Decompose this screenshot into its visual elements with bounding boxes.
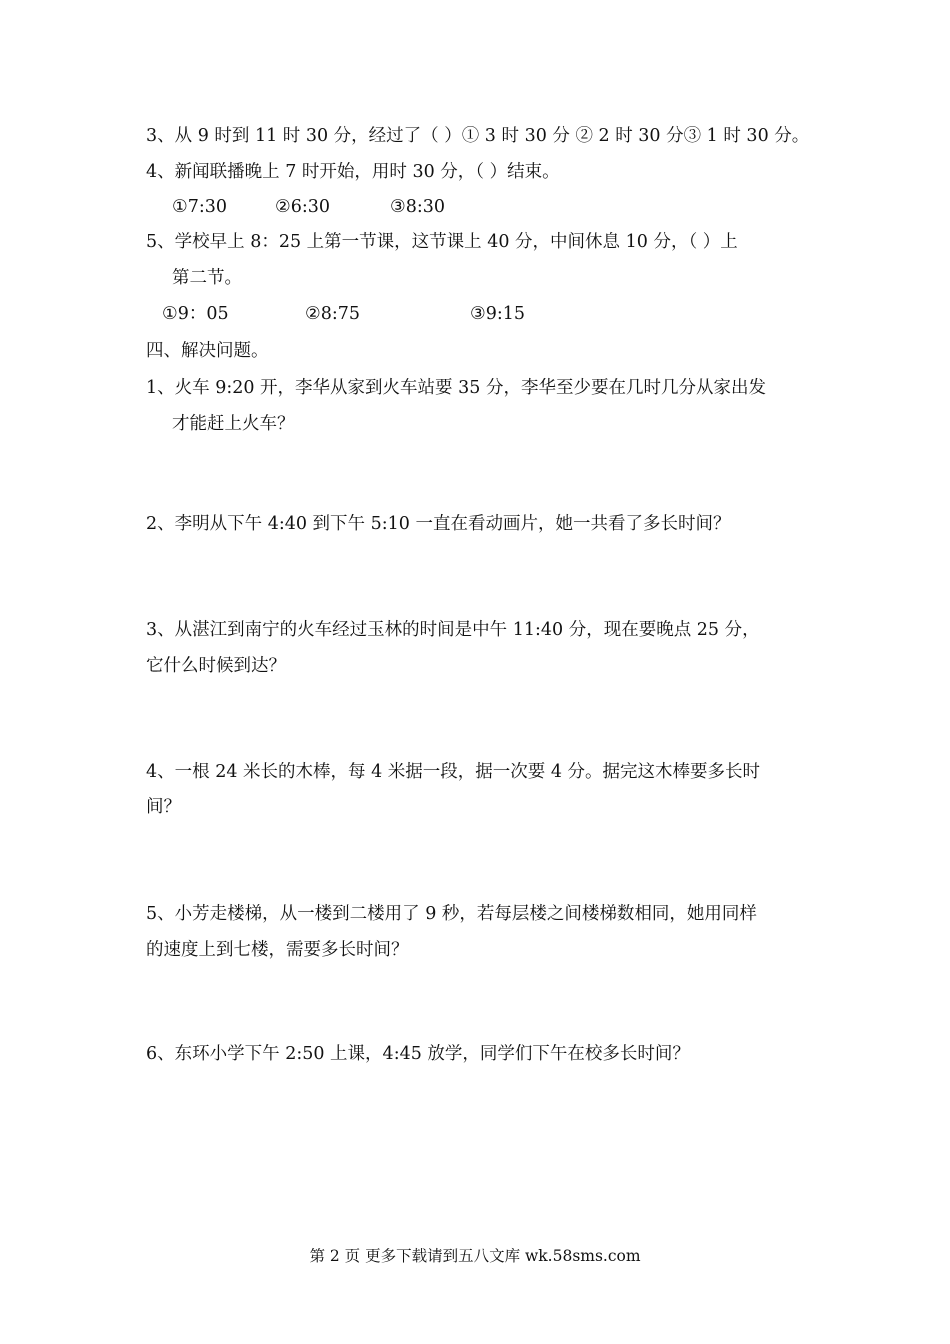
problem-3: 3、从湛江到南宁的火车经过玉林的时间是中午 11:40 分，现在要晚点 25 分， bbox=[146, 620, 760, 640]
problem-1: 1、火车 9:20 开，李华从家到火车站要 35 分，李华至少要在几时几分从家出发 bbox=[146, 378, 766, 398]
section-heading: 四、解决问题。 bbox=[146, 341, 269, 361]
problem-2: 2、李明从下午 4:40 到下午 5:10 一直在看动画片，她一共看了多长时间？ bbox=[146, 514, 731, 534]
problem-1-cont: 才能赶上火车？ bbox=[172, 414, 295, 434]
problem-5-cont: 的速度上到七楼，需要多长时间？ bbox=[146, 940, 409, 960]
q5-option-1: ①9：05 bbox=[162, 304, 229, 324]
q4-option-1: ①7:30 bbox=[172, 197, 227, 217]
problem-5: 5、小芳走楼梯，从一楼到二楼用了 9 秒，若每层楼之间楼梯数相同，她用同样 bbox=[146, 904, 757, 924]
choice-question-3: 3、从 9 时到 11 时 30 分，经过了（ ）① 3 时 30 分 ② 2 时 30 分③ 1 时 30 分。 bbox=[146, 126, 810, 146]
choice-question-5: 5、学校早上 8：25 上第一节课，这节课上 40 分，中间休息 10 分，（ ）上 bbox=[146, 232, 738, 252]
q5-option-2: ②8:75 bbox=[305, 304, 360, 324]
q4-option-2: ②6:30 bbox=[275, 197, 330, 217]
page-footer: 第 2 页 更多下载请到五八文库 wk.58sms.com bbox=[309, 1247, 641, 1265]
problem-4-cont: 间？ bbox=[146, 797, 181, 817]
q4-option-3: ③8:30 bbox=[390, 197, 445, 217]
problem-3-cont: 它什么时候到达？ bbox=[146, 656, 286, 676]
q5-option-3: ③9:15 bbox=[470, 304, 525, 324]
choice-question-5-cont: 第二节。 bbox=[172, 268, 242, 288]
choice-question-4: 4、新闻联播晚上 7 时开始，用时 30 分，（ ）结束。 bbox=[146, 162, 560, 182]
problem-6: 6、东环小学下午 2:50 上课，4:45 放学，同学们下午在校多长时间？ bbox=[146, 1044, 690, 1064]
problem-4: 4、一根 24 米长的木棒，每 4 米据一段，据一次要 4 分。据完这木棒要多长时 bbox=[146, 762, 761, 782]
